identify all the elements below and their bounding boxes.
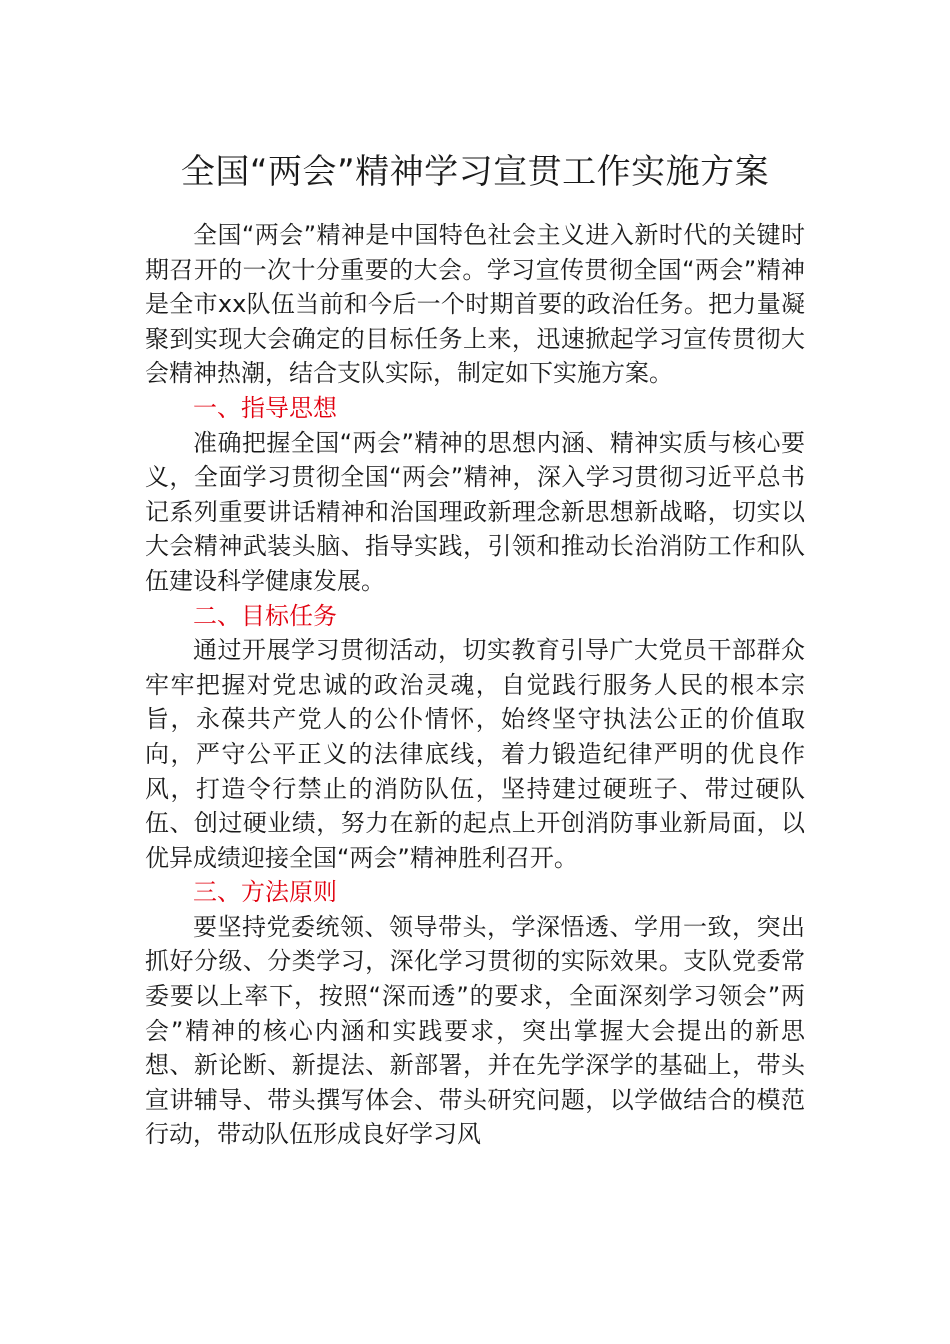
document-title: 全国“两会”精神学习宣贯工作实施方案 <box>180 152 770 192</box>
section-heading-guiding-thought: 一、指导思想 <box>193 393 337 422</box>
intro-paragraph: 全国“两会”精神是中国特色社会主义进入新时代的关键时期召开的一次十分重要的大会。学习宣传贯彻全国“两会”精神是全市xx队伍当前和今后一个时期首要的政治任务。把力量凝聚到实现大会确定的目标任务上来，迅速掀起学习宣传贯彻大会精神热潮，结合支队实际，制定如下实施方案。 <box>145 221 805 388</box>
section-body-guiding-thought: 准确把握全国“两会”精神的思想内涵、精神实质与核心要义，全面学习贯彻全国“两会”精神，深入学习贯彻习近平总书记系列重要讲话精神和治国理政新理念新思想新战略，切实以大会精神武装头脑、指导实践，引领和推动长治消防工作和队伍建设科学健康发展。 <box>145 428 805 595</box>
section-body-goals-tasks: 通过开展学习贯彻活动，切实教育引导广大党员干部群众牢牢把握对党忠诚的政治灵魂，自觉践行服务人民的根本宗旨，永葆共产党人的公仆情怀，始终坚守执法公正的价值取向，严守公平正义的法律底线，着力锻造纪律严明的优良作风，打造令行禁止的消防队伍，坚持建过硬班子、带过硬队伍、创过硬业绩，努力在新的起点上开创消防事业新局面，以优异成绩迎接全国“两会”精神胜利召开。 <box>145 636 805 872</box>
section-heading-goals-tasks: 二、目标任务 <box>193 601 337 630</box>
document-page <box>145 140 805 1152</box>
section-body-methods-principles: 要坚持党委统领、领导带头，学深悟透、学用一致，突出抓好分级、分类学习，深化学习贯彻的实际效果。支队党委常委要以上率下，按照“深而透”的要求，全面深刻学习领会”两会”精神的核心内涵和实践要求，突出掌握大会提出的新思想、新论断、新提法、新部署，并在先学深学的基础上，带头宣讲辅导、带头撰写体会、带头研究问题，以学做结合的模范行动，带动队伍形成良好学习风 <box>145 912 805 1149</box>
section-heading-methods-principles: 三、方法原则 <box>193 878 337 907</box>
